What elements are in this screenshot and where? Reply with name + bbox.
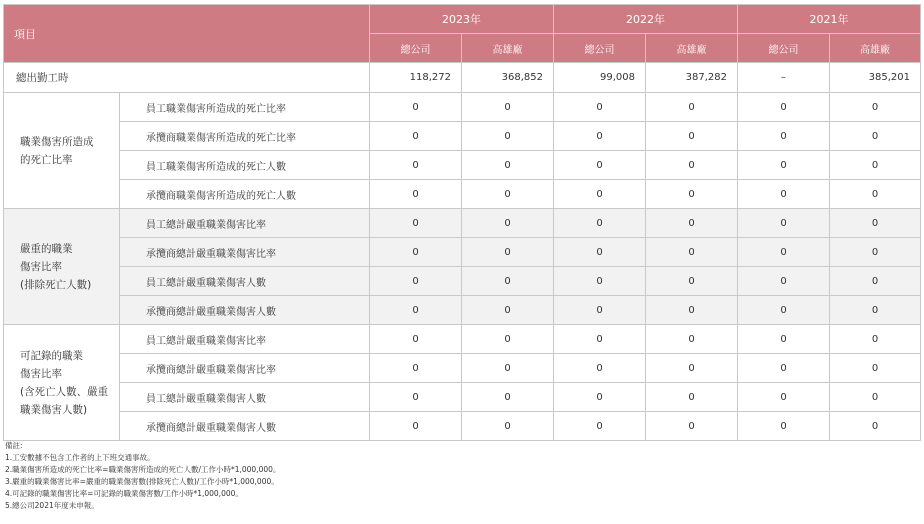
total-hours-label: 總出勤工時 bbox=[4, 63, 370, 93]
table-cell: 0 bbox=[462, 383, 554, 412]
table-cell: 0 bbox=[462, 354, 554, 383]
table-cell: 0 bbox=[646, 122, 738, 151]
group-label-line: 職業傷害所造成 bbox=[20, 135, 94, 148]
table-cell: 0 bbox=[738, 267, 830, 296]
row-label: 員工總計嚴重職業傷害人數 bbox=[120, 383, 370, 412]
table-cell: 0 bbox=[370, 383, 462, 412]
header-year-2023: 2023年 bbox=[370, 5, 554, 34]
table-cell: 0 bbox=[462, 122, 554, 151]
table-cell: 0 bbox=[370, 122, 462, 151]
total-hours-row bbox=[4, 63, 921, 93]
table-cell: 0 bbox=[370, 354, 462, 383]
header-year-2022: 2022年 bbox=[554, 5, 738, 34]
table-row bbox=[4, 325, 921, 354]
row-label: 承攬商職業傷害所造成的死亡比率 bbox=[120, 122, 370, 151]
table-row bbox=[4, 296, 921, 325]
table-cell: 0 bbox=[370, 267, 462, 296]
table-cell: 0 bbox=[462, 93, 554, 122]
table-row bbox=[4, 267, 921, 296]
table-cell: 0 bbox=[830, 325, 921, 354]
footnote-line: 1.工安數據不包含工作者的上下班交通事故。 bbox=[5, 453, 155, 462]
table-cell: 0 bbox=[462, 412, 554, 441]
group-label-recordable bbox=[4, 325, 120, 441]
row-label: 承攬商總計嚴重職業傷害人數 bbox=[120, 296, 370, 325]
table-cell: 0 bbox=[738, 296, 830, 325]
table-cell: 0 bbox=[554, 180, 646, 209]
table-cell: 0 bbox=[646, 412, 738, 441]
table-cell: 0 bbox=[370, 180, 462, 209]
table-cell: 0 bbox=[646, 180, 738, 209]
table-cell: 0 bbox=[830, 383, 921, 412]
table-cell: 0 bbox=[738, 238, 830, 267]
group-label-line: (含死亡人數、嚴重 bbox=[20, 385, 109, 398]
table-cell: 0 bbox=[830, 151, 921, 180]
safety-statistics-table bbox=[3, 4, 921, 441]
table-cell: 0 bbox=[554, 122, 646, 151]
row-label: 員工總計嚴重職業傷害比率 bbox=[120, 209, 370, 238]
table-cell: 0 bbox=[738, 209, 830, 238]
table-cell: 368,852 bbox=[462, 63, 554, 93]
group-label-line: 傷害比率 bbox=[20, 260, 62, 273]
row-label: 員工職業傷害所造成的死亡比率 bbox=[120, 93, 370, 122]
group-label-line: 職業傷害人數) bbox=[20, 403, 88, 416]
table-cell: 0 bbox=[462, 151, 554, 180]
header-sub-kaohsiung-2023: 高雄廠 bbox=[462, 34, 554, 63]
table-cell: 0 bbox=[830, 238, 921, 267]
header-sub-hq-2022: 總公司 bbox=[554, 34, 646, 63]
table-cell: 99,008 bbox=[554, 63, 646, 93]
group-label-serious bbox=[4, 209, 120, 325]
table-cell: 0 bbox=[554, 383, 646, 412]
footnote-line: 5.總公司2021年度未申報。 bbox=[5, 501, 99, 510]
header-sub-kaohsiung-2021: 高雄廠 bbox=[830, 34, 921, 63]
table-row bbox=[4, 238, 921, 267]
table-cell: 0 bbox=[370, 412, 462, 441]
table-row bbox=[4, 209, 921, 238]
header-year-2021: 2021年 bbox=[738, 5, 921, 34]
table-cell: 0 bbox=[554, 325, 646, 354]
table-row bbox=[4, 180, 921, 209]
table-cell: 0 bbox=[462, 209, 554, 238]
table-cell: 0 bbox=[738, 383, 830, 412]
table-cell: 0 bbox=[554, 209, 646, 238]
group-label-line: (排除死亡人數) bbox=[20, 278, 92, 291]
table-cell: 0 bbox=[462, 267, 554, 296]
table-cell: 0 bbox=[370, 238, 462, 267]
group-label-line: 的死亡比率 bbox=[20, 153, 73, 166]
table-cell: 0 bbox=[554, 151, 646, 180]
footnotes-title: 備註: bbox=[5, 441, 23, 450]
row-label: 員工總計嚴重職業傷害比率 bbox=[120, 325, 370, 354]
table-cell: 0 bbox=[830, 180, 921, 209]
table-cell: 0 bbox=[370, 325, 462, 354]
table-cell: 0 bbox=[554, 93, 646, 122]
footnote-line: 3.嚴重的職業傷害比率=嚴重的職業傷害數(排除死亡人數)/工作小時*1,000,000。 bbox=[5, 477, 279, 486]
table-cell: 0 bbox=[738, 412, 830, 441]
table-cell: 0 bbox=[646, 238, 738, 267]
table-row bbox=[4, 412, 921, 441]
table-cell: 0 bbox=[830, 296, 921, 325]
footnote-line: 4.可記錄的職業傷害比率=可記錄的職業傷害數/工作小時*1,000,000。 bbox=[5, 489, 243, 498]
table-cell: 0 bbox=[830, 209, 921, 238]
table-cell: 0 bbox=[646, 296, 738, 325]
table-cell: 0 bbox=[554, 354, 646, 383]
footnotes bbox=[5, 440, 280, 512]
table-cell: 385,201 bbox=[830, 63, 921, 93]
table-cell: 0 bbox=[646, 209, 738, 238]
table-cell: 0 bbox=[554, 238, 646, 267]
table-row bbox=[4, 93, 921, 122]
table-cell: 0 bbox=[554, 412, 646, 441]
table-cell: 0 bbox=[554, 296, 646, 325]
group-label-line: 傷害比率 bbox=[20, 367, 62, 380]
row-label: 員工總計嚴重職業傷害人數 bbox=[120, 267, 370, 296]
row-label: 承攬商總計嚴重職業傷害比率 bbox=[120, 354, 370, 383]
table-cell: 0 bbox=[462, 238, 554, 267]
table-cell: 0 bbox=[462, 325, 554, 354]
table-cell: 0 bbox=[738, 93, 830, 122]
table-cell: 0 bbox=[738, 122, 830, 151]
table-row bbox=[4, 383, 921, 412]
table-row bbox=[4, 122, 921, 151]
table-cell: 387,282 bbox=[646, 63, 738, 93]
header-sub-kaohsiung-2022: 高雄廠 bbox=[646, 34, 738, 63]
table-cell: 0 bbox=[830, 93, 921, 122]
row-label: 承攬商總計嚴重職業傷害人數 bbox=[120, 412, 370, 441]
header-sub-hq-2021: 總公司 bbox=[738, 34, 830, 63]
table-cell: – bbox=[738, 63, 830, 93]
table-cell: 0 bbox=[738, 151, 830, 180]
table-cell: 0 bbox=[830, 354, 921, 383]
table-cell: 0 bbox=[646, 325, 738, 354]
table-cell: 0 bbox=[830, 267, 921, 296]
table-row bbox=[4, 354, 921, 383]
table-cell: 0 bbox=[462, 296, 554, 325]
table-cell: 118,272 bbox=[370, 63, 462, 93]
table-cell: 0 bbox=[370, 296, 462, 325]
row-label: 承攬商總計嚴重職業傷害比率 bbox=[120, 238, 370, 267]
table-cell: 0 bbox=[646, 383, 738, 412]
header-item: 項目 bbox=[4, 5, 370, 63]
row-label: 承攬商職業傷害所造成的死亡人數 bbox=[120, 180, 370, 209]
table-cell: 0 bbox=[738, 180, 830, 209]
footnote-line: 2.職業傷害所造成的死亡比率=職業傷害所造成的死亡人數/工作小時*1,000,000。 bbox=[5, 465, 281, 474]
group-label-fatality bbox=[4, 93, 120, 209]
table-cell: 0 bbox=[646, 93, 738, 122]
table-cell: 0 bbox=[646, 267, 738, 296]
table-row bbox=[4, 151, 921, 180]
table-cell: 0 bbox=[646, 354, 738, 383]
row-label: 員工職業傷害所造成的死亡人數 bbox=[120, 151, 370, 180]
table-cell: 0 bbox=[830, 412, 921, 441]
table-cell: 0 bbox=[370, 151, 462, 180]
table-cell: 0 bbox=[646, 151, 738, 180]
table-cell: 0 bbox=[830, 122, 921, 151]
table-cell: 0 bbox=[554, 267, 646, 296]
table-cell: 0 bbox=[738, 325, 830, 354]
group-label-line: 可記錄的職業 bbox=[20, 349, 83, 362]
header-sub-hq-2023: 總公司 bbox=[370, 34, 462, 63]
table-cell: 0 bbox=[738, 354, 830, 383]
table-cell: 0 bbox=[370, 209, 462, 238]
table-cell: 0 bbox=[370, 93, 462, 122]
group-label-line: 嚴重的職業 bbox=[20, 242, 73, 255]
table-cell: 0 bbox=[462, 180, 554, 209]
